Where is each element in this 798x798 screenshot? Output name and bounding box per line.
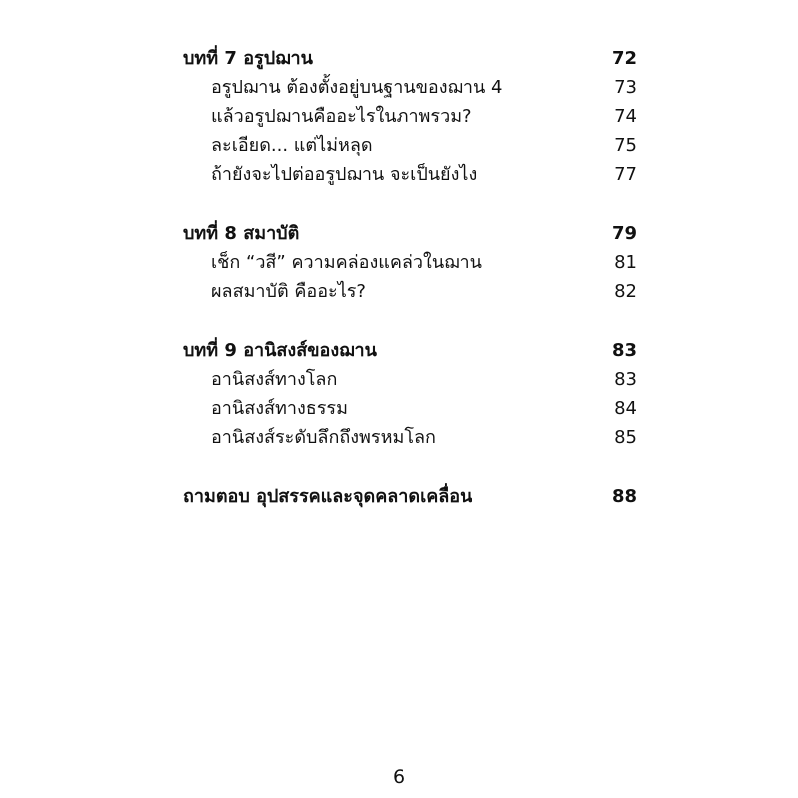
entry-title: อานิสงส์ทางธรรม: [211, 398, 348, 419]
toc-entry: [183, 365, 637, 394]
toc-chapter-heading: [183, 482, 637, 511]
chapter-title: บทที่ 8 สมาบัติ: [183, 223, 300, 244]
entry-page-number: 74: [614, 106, 637, 127]
toc-chapter-qa: [183, 482, 637, 511]
page-number: 6: [392, 766, 406, 788]
entry-title: เช็ก “วสี” ความคล่องแคล่วในฌาน: [211, 252, 482, 273]
chapter-title: บทที่ 9 อานิสงส์ของฌาน: [183, 340, 377, 361]
toc-entry: [183, 277, 637, 306]
toc-entry: [183, 394, 637, 423]
toc-chapter-heading: [183, 44, 637, 73]
entry-page-number: 82: [614, 281, 637, 302]
toc-chapter-9: [183, 336, 637, 452]
chapter-page-number: 72: [611, 48, 637, 69]
entry-title: ผลสมาบัติ คืออะไร?: [211, 281, 366, 302]
entry-page-number: 85: [614, 427, 637, 448]
entry-page-number: 77: [614, 164, 637, 185]
entry-page-number: 75: [614, 135, 637, 156]
toc-entry: [183, 73, 637, 102]
entry-title: อานิสงส์ทางโลก: [211, 369, 338, 390]
entry-page-number: 83: [614, 369, 637, 390]
entry-title: อรูปฌาน ต้องตั้งอยู่บนฐานของฌาน 4: [211, 77, 503, 98]
entry-page-number: 81: [614, 252, 637, 273]
toc-chapter-8: [183, 219, 637, 306]
entry-page-number: 84: [614, 398, 637, 419]
toc-entry: [183, 102, 637, 131]
chapter-page-number: 83: [611, 340, 637, 361]
entry-title: อานิสงส์ระดับลึกถึงพรหมโลก: [211, 427, 436, 448]
entry-title: แล้วอรูปฌานคืออะไรในภาพรวม?: [211, 106, 472, 127]
toc-entry: [183, 423, 637, 452]
chapter-page-number: 79: [611, 223, 637, 244]
toc-entry: [183, 160, 637, 189]
chapter-page-number: 88: [611, 486, 637, 507]
toc-entry: [183, 248, 637, 277]
toc-chapter-heading: [183, 336, 637, 365]
entry-title: ละเอียด... แต่ไม่หลุด: [211, 135, 373, 156]
chapter-title: ถามตอบ อุปสรรคและจุดคลาดเคลื่อน: [183, 486, 473, 507]
toc-chapter-heading: [183, 219, 637, 248]
toc-chapter-7: [183, 44, 637, 189]
entry-title: ถ้ายังจะไปต่ออรูปฌาน จะเป็นยังไง: [211, 164, 478, 185]
table-of-contents: [183, 44, 637, 511]
entry-page-number: 73: [614, 77, 637, 98]
toc-entry: [183, 131, 637, 160]
chapter-title: บทที่ 7 อรูปฌาน: [183, 48, 313, 69]
